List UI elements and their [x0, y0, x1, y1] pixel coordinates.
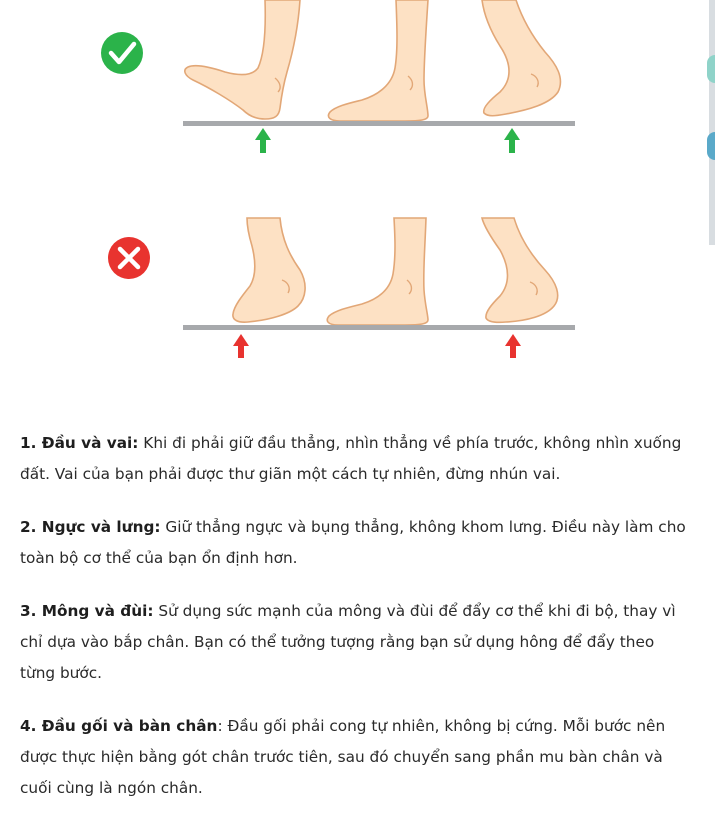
ground-line — [183, 325, 575, 330]
feet-illustration — [0, 0, 715, 400]
paragraph-heading: 3. Mông và đùi: — [20, 602, 154, 620]
paragraph-body: : Đầu gối phải cong tự nhiên, không bị cứng. Mỗi bước nên được thực hiện bằng gót chân trước tiên, sau đó chuyển sang phần mu bàn chân và cuối cùng là ngón chân. — [20, 717, 666, 797]
paragraph-body: Giữ thẳng ngực và bụng thẳng, không khom lưng. Điều này làm cho toàn bộ cơ thể của bạn ổn định hơn. — [20, 518, 686, 567]
paragraph-body: Khi đi phải giữ đầu thẳng, nhìn thẳng về phía trước, không nhìn xuống đất. Vai của bạn phải được thư giãn một cách tự nhiên, đừng nhún vai. — [20, 434, 682, 483]
paragraph-knees-feet — [20, 711, 690, 804]
up-arrow-icon — [255, 128, 271, 153]
foot-toe-push — [482, 218, 558, 322]
foot-flat — [327, 218, 428, 325]
right-edge-strip — [709, 0, 715, 245]
paragraph-heading: 4. Đầu gối và bàn chân — [20, 717, 218, 735]
correct-row — [101, 0, 575, 153]
foot-toe-landing — [233, 218, 305, 322]
paragraph-chest-back — [20, 512, 690, 574]
x-circle-icon — [108, 237, 150, 279]
paragraph-body: Sử dụng sức mạnh của mông và đùi để đẩy cơ thể khi đi bộ, thay vì chỉ dựa vào bắp chân. Bạn có thể tưởng tượng rằng bạn sử dụng hông để đẩy theo từng bước. — [20, 602, 676, 682]
check-circle-icon — [101, 32, 143, 74]
side-decoration — [707, 132, 715, 160]
foot-heel-strike — [185, 0, 300, 119]
ground-line — [183, 121, 575, 126]
foot-flat — [328, 0, 428, 121]
walking-posture-figure — [0, 0, 715, 400]
paragraph-heading: 1. Đầu và vai: — [20, 434, 139, 452]
paragraph-heading: 2. Ngực và lưng: — [20, 518, 161, 536]
article-text — [20, 428, 690, 826]
up-arrow-icon — [233, 334, 249, 358]
up-arrow-icon — [505, 334, 521, 358]
paragraph-hips-thighs — [20, 596, 690, 689]
paragraph-head-shoulders — [20, 428, 690, 490]
foot-toe-off — [482, 0, 560, 116]
up-arrow-icon — [504, 128, 520, 153]
side-decoration — [707, 55, 715, 83]
wrong-row — [108, 218, 575, 358]
